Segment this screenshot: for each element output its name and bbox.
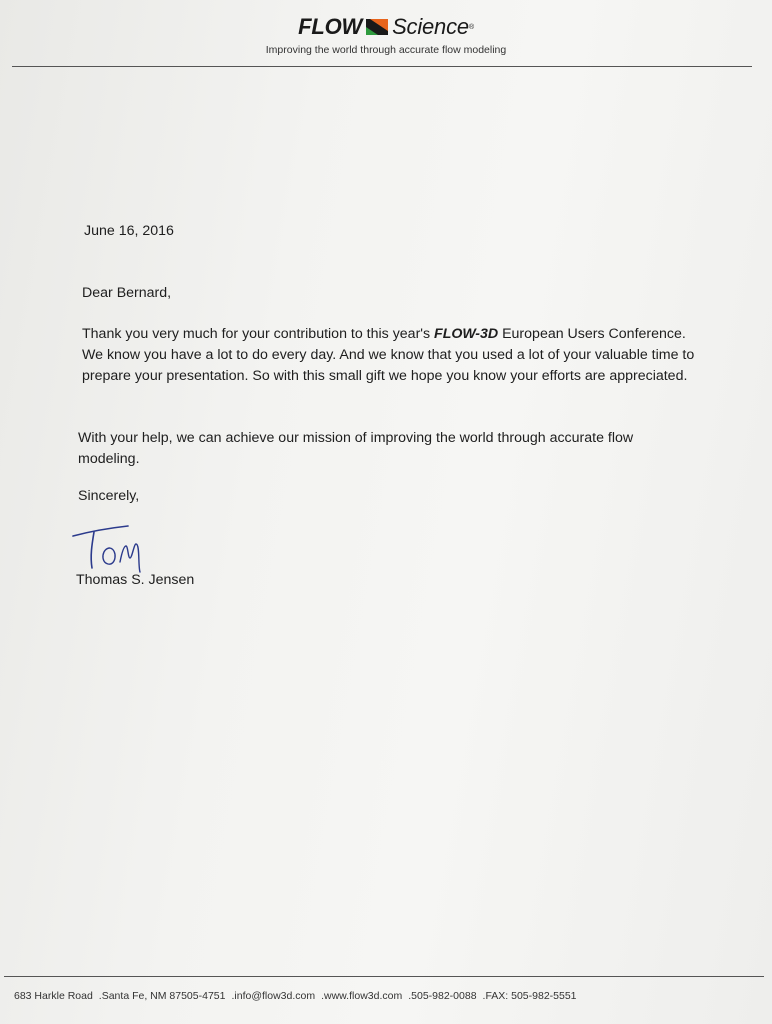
letter-paragraph-1: [82, 324, 702, 387]
registered-mark: ®: [468, 23, 474, 31]
footer-separator: .: [98, 990, 102, 1002]
header-divider: [12, 66, 752, 67]
letter-date: June 16, 2016: [84, 223, 174, 239]
logo-flow-text: FLOW: [298, 14, 363, 39]
handwritten-signature: [70, 522, 150, 574]
company-logo: [0, 14, 772, 40]
footer-contact: [14, 990, 764, 1002]
footer-phone: 505-982-0088: [411, 990, 477, 1002]
signer-name: Thomas S. Jensen: [76, 572, 195, 588]
footer-divider: [4, 976, 764, 977]
footer-separator: .: [408, 990, 412, 1002]
footer-separator: .: [231, 990, 235, 1002]
para1-text-end: European Users Conference. We know you have a lot to do every day. And we know that you used a lot of your valuable time to prepare your presentation. So with this small gift we hope you know your efforts are appreciated.: [82, 326, 695, 384]
footer-email: info@flow3d.com: [234, 990, 316, 1002]
flow-science-logo-icon: [364, 17, 390, 37]
footer-separator: .: [482, 990, 486, 1002]
brand-name: FLOW-3D: [434, 326, 499, 342]
logo-science-text: Science: [392, 14, 469, 39]
footer-address: 683 Harkle Road: [14, 990, 93, 1002]
letter-closing: Sincerely,: [78, 488, 140, 504]
letter-greeting: Dear Bernard,: [82, 285, 172, 301]
letter-paragraph-2: With your help, we can achieve our mission of improving the world through accurate flow modeling.: [78, 430, 634, 467]
footer-website: www.flow3d.com: [324, 990, 403, 1002]
footer-fax: FAX: 505-982-5551: [485, 990, 577, 1002]
footer-city: Santa Fe, NM 87505-4751: [101, 990, 226, 1002]
para1-text-start: Thank you very much for your contribution to this year's: [82, 326, 435, 342]
footer-separator: .: [321, 990, 325, 1002]
tagline: Improving the world through accurate flow modeling: [265, 44, 507, 56]
